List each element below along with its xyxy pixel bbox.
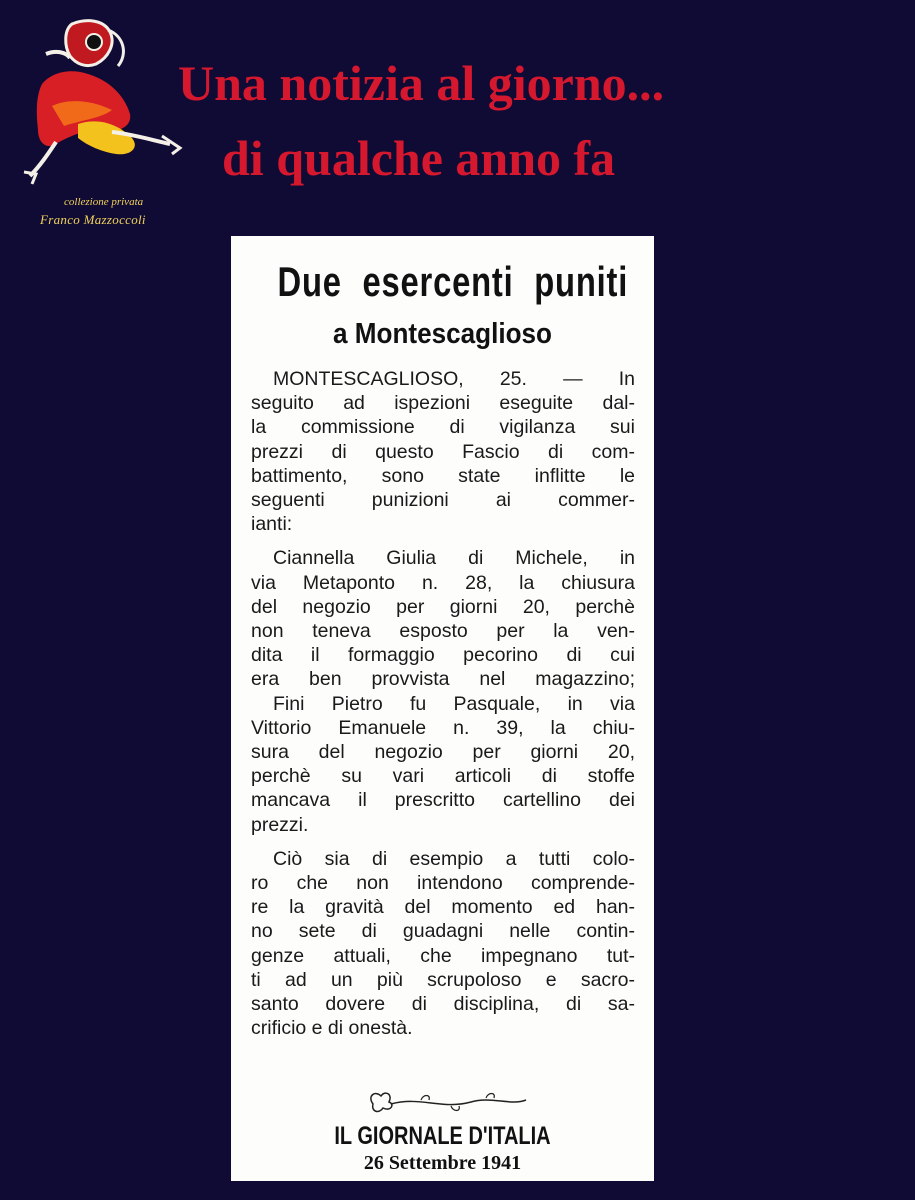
text-line: del negozio per giorni 20, perchè — [251, 595, 635, 618]
text-line: mancava il prescritto cartellino dei — [251, 789, 635, 812]
text-line: no sete di guadagni nelle contin- — [251, 920, 635, 943]
article-subtitle: a Montescaglioso — [332, 318, 552, 350]
text-line: non teneva esposto per la ven- — [251, 620, 635, 643]
text-line: prezzi. — [251, 813, 309, 836]
text-line: Ciò sia di esempio a tutti colo- — [273, 847, 635, 870]
article-title: Due esercenti puniti — [277, 258, 629, 305]
headline-line-1: Una notizia al giorno... — [178, 55, 665, 111]
newspaper-source: IL GIORNALE D'ITALIA — [334, 1122, 551, 1150]
text-line: ro che non intendono comprende- — [251, 872, 635, 895]
text-line: seguenti punizioni ai commer- — [251, 489, 635, 512]
publication-date: 26 Settembre 1941 — [363, 1152, 522, 1174]
text-line: era ben provvista nel magazzino; — [251, 668, 635, 691]
article-paragraph-4 — [251, 847, 635, 1041]
dancer-logo-icon — [12, 14, 192, 194]
logo — [12, 14, 192, 227]
text-line: seguito ad ispezioni eseguite dal- — [251, 392, 635, 415]
text-line: battimento, sono state inflitte le — [251, 464, 635, 487]
article-paragraph-1 — [251, 367, 635, 536]
text-line: prezzi di questo Fascio di com- — [251, 440, 635, 463]
logo-caption-owner: Franco Mazzoccoli — [40, 212, 146, 227]
text-line: MONTESCAGLIOSO, 25. — In — [273, 368, 635, 390]
text-line: dita il formaggio pecorino di cui — [251, 644, 635, 667]
headline-line-2: di qualche anno fa — [222, 130, 616, 186]
newspaper-clipping — [231, 236, 654, 1181]
text-line: la commissione di vigilanza sui — [251, 416, 635, 439]
text-line: ti ad un più scrupoloso e sacro- — [251, 968, 635, 991]
article-paragraph-3 — [251, 692, 635, 837]
text-line: sura del negozio per giorni 20, — [251, 741, 635, 764]
logo-caption-collection: collezione privata — [64, 196, 144, 208]
article-paragraph-2 — [251, 546, 635, 691]
text-line: crificio e di onestà. — [251, 1017, 413, 1040]
text-line: Vittorio Emanuele n. 39, la chiu- — [251, 716, 635, 739]
floral-ornament-icon — [361, 1086, 531, 1116]
text-line: Fini Pietro fu Pasquale, in via — [273, 692, 635, 715]
text-line: santo dovere di disciplina, di sa- — [251, 993, 635, 1016]
text-line: ianti: — [251, 513, 293, 536]
text-line: re la gravità del momento ed han- — [251, 896, 635, 919]
text-line: perchè su vari articoli di stoffe — [251, 765, 635, 788]
text-line: Ciannella Giulia di Michele, in — [273, 547, 635, 570]
text-line: genze attuali, che impegnano tut- — [251, 944, 635, 967]
article-body — [251, 367, 635, 1040]
text-line: via Metaponto n. 28, la chiusura — [251, 571, 635, 594]
